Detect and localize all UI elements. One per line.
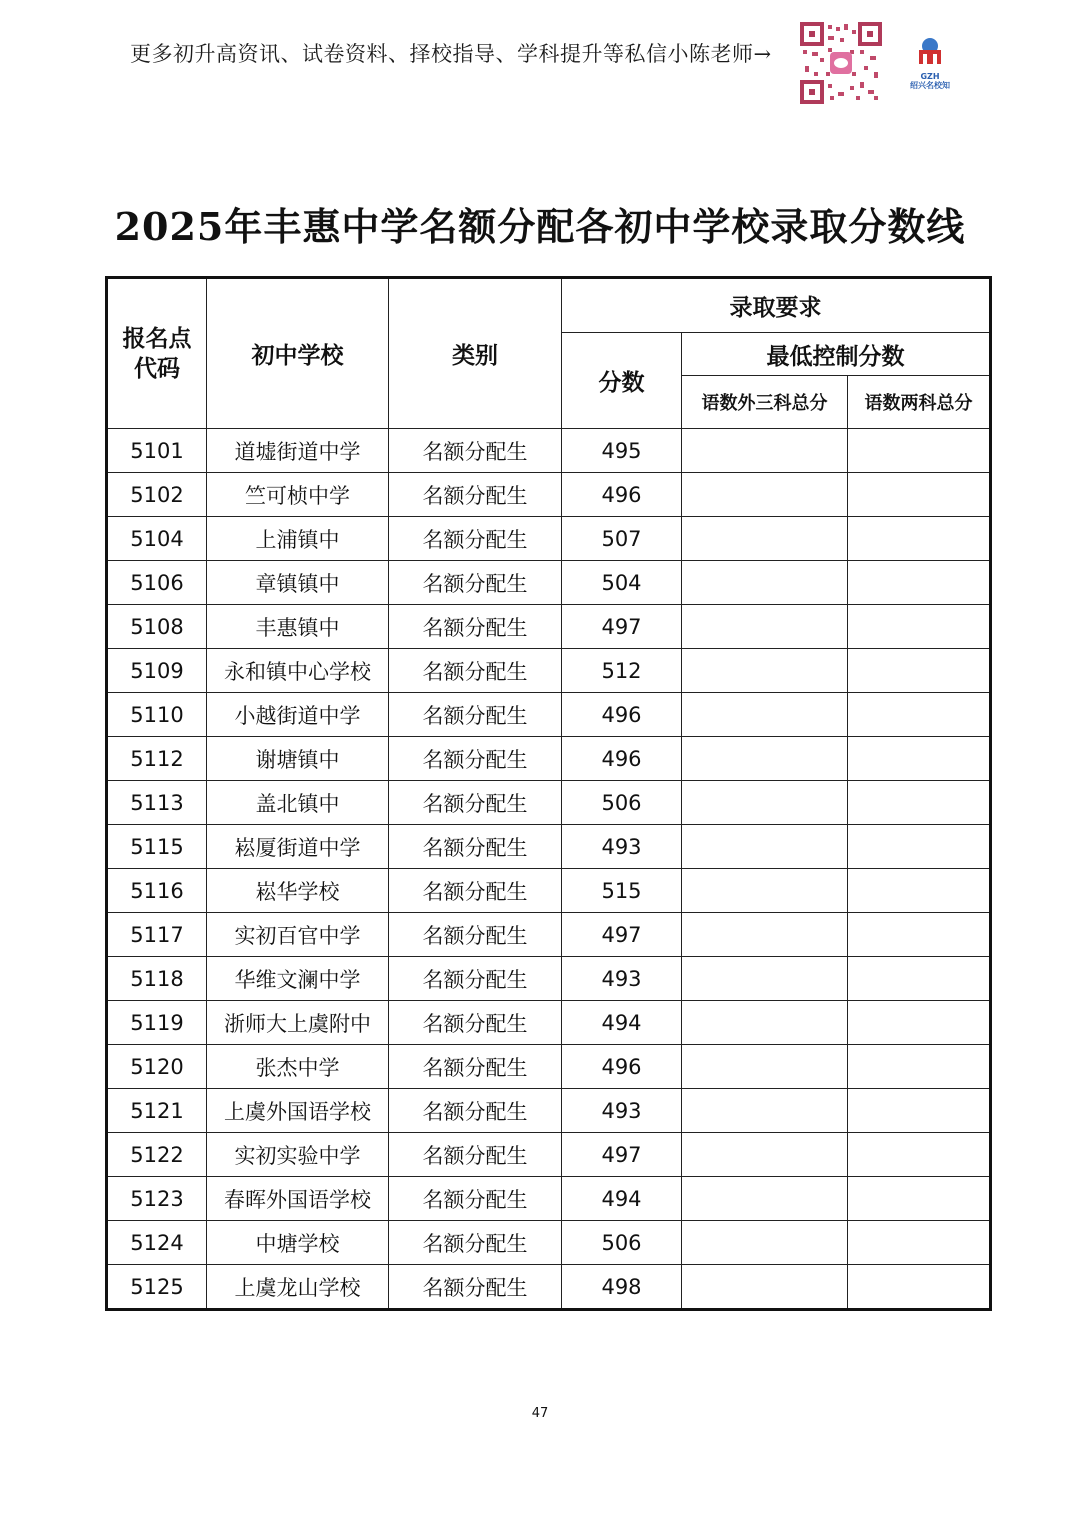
cell-three-subjects	[682, 869, 848, 913]
cell-three-subjects	[682, 693, 848, 737]
cell-school: 浙师大上虞附中	[207, 1001, 389, 1045]
brand-logo	[908, 36, 952, 96]
cell-category: 名额分配生	[389, 1001, 562, 1045]
table-row	[107, 1265, 991, 1310]
table-row	[107, 605, 991, 649]
cell-school: 华维文澜中学	[207, 957, 389, 1001]
cell-two-subjects	[848, 1133, 991, 1177]
cell-score: 495	[562, 429, 682, 473]
table-row	[107, 869, 991, 913]
cell-category: 名额分配生	[389, 1221, 562, 1265]
table-row	[107, 825, 991, 869]
logo-code: GZH	[920, 72, 940, 81]
cell-category: 名额分配生	[389, 561, 562, 605]
table-row	[107, 957, 991, 1001]
cell-code: 5109	[107, 649, 207, 693]
cell-category: 名额分配生	[389, 649, 562, 693]
cell-category: 名额分配生	[389, 473, 562, 517]
cell-school: 丰惠镇中	[207, 605, 389, 649]
cell-three-subjects	[682, 1045, 848, 1089]
header-note: 更多初升高资讯、试卷资料、择校指导、学科提升等私信小陈老师→	[130, 42, 772, 66]
cell-three-subjects	[682, 561, 848, 605]
cell-three-subjects	[682, 1177, 848, 1221]
table-row	[107, 649, 991, 693]
header-requirements: 录取要求	[562, 278, 991, 333]
cell-two-subjects	[848, 1177, 991, 1221]
cell-category: 名额分配生	[389, 1177, 562, 1221]
cell-school: 崧厦街道中学	[207, 825, 389, 869]
cell-three-subjects	[682, 649, 848, 693]
cell-score: 494	[562, 1001, 682, 1045]
cell-school: 永和镇中心学校	[207, 649, 389, 693]
cell-three-subjects	[682, 825, 848, 869]
cell-school: 道墟街道中学	[207, 429, 389, 473]
page-number: 47	[531, 1406, 549, 1421]
cell-score: 493	[562, 825, 682, 869]
table-row	[107, 1001, 991, 1045]
cell-code: 5102	[107, 473, 207, 517]
cell-three-subjects	[682, 957, 848, 1001]
table-row	[107, 1089, 991, 1133]
cell-three-subjects	[682, 737, 848, 781]
cell-two-subjects	[848, 693, 991, 737]
cell-three-subjects	[682, 1265, 848, 1310]
cell-two-subjects	[848, 957, 991, 1001]
cell-score: 493	[562, 1089, 682, 1133]
cell-category: 名额分配生	[389, 693, 562, 737]
cell-category: 名额分配生	[389, 429, 562, 473]
cell-score: 496	[562, 737, 682, 781]
cell-three-subjects	[682, 781, 848, 825]
cell-school: 实初实验中学	[207, 1133, 389, 1177]
cell-score: 504	[562, 561, 682, 605]
qr-code-icon	[800, 22, 882, 104]
cell-school: 中塘学校	[207, 1221, 389, 1265]
cell-code: 5118	[107, 957, 207, 1001]
cell-code: 5110	[107, 693, 207, 737]
header-three-subjects: 语数外三科总分	[682, 376, 848, 429]
cell-two-subjects	[848, 1001, 991, 1045]
cell-code: 5108	[107, 605, 207, 649]
cell-two-subjects	[848, 429, 991, 473]
cell-three-subjects	[682, 605, 848, 649]
cell-category: 名额分配生	[389, 1265, 562, 1310]
cell-category: 名额分配生	[389, 1045, 562, 1089]
cell-school: 章镇镇中	[207, 561, 389, 605]
cell-two-subjects	[848, 737, 991, 781]
table-row	[107, 1177, 991, 1221]
cell-code: 5125	[107, 1265, 207, 1310]
cell-code: 5116	[107, 869, 207, 913]
cell-category: 名额分配生	[389, 605, 562, 649]
cell-category: 名额分配生	[389, 1133, 562, 1177]
cell-two-subjects	[848, 605, 991, 649]
cell-category: 名额分配生	[389, 781, 562, 825]
cell-two-subjects	[848, 517, 991, 561]
cell-score: 496	[562, 1045, 682, 1089]
cell-school: 小越街道中学	[207, 693, 389, 737]
cell-category: 名额分配生	[389, 825, 562, 869]
cell-two-subjects	[848, 1089, 991, 1133]
cell-score: 507	[562, 517, 682, 561]
table-row	[107, 781, 991, 825]
cell-score: 515	[562, 869, 682, 913]
cell-school: 上虞龙山学校	[207, 1265, 389, 1310]
cell-category: 名额分配生	[389, 737, 562, 781]
cell-code: 5122	[107, 1133, 207, 1177]
cell-code: 5112	[107, 737, 207, 781]
header-score: 分数	[562, 333, 682, 429]
cell-two-subjects	[848, 473, 991, 517]
cell-score: 497	[562, 913, 682, 957]
cell-two-subjects	[848, 1265, 991, 1310]
table-row	[107, 1221, 991, 1265]
cell-score: 498	[562, 1265, 682, 1310]
cell-code: 5115	[107, 825, 207, 869]
cell-three-subjects	[682, 1221, 848, 1265]
cell-two-subjects	[848, 1045, 991, 1089]
cell-two-subjects	[848, 781, 991, 825]
cell-code: 5113	[107, 781, 207, 825]
table-row	[107, 517, 991, 561]
cell-three-subjects	[682, 913, 848, 957]
cell-two-subjects	[848, 825, 991, 869]
cell-three-subjects	[682, 517, 848, 561]
header-two-subjects: 语数两科总分	[848, 376, 991, 429]
cell-school: 张杰中学	[207, 1045, 389, 1089]
table-row	[107, 913, 991, 957]
cell-school: 谢塘镇中	[207, 737, 389, 781]
cell-category: 名额分配生	[389, 913, 562, 957]
cell-category: 名额分配生	[389, 957, 562, 1001]
header-category: 类别	[389, 278, 562, 429]
cell-category: 名额分配生	[389, 1089, 562, 1133]
page-title: 2025年丰惠中学名额分配各初中学校录取分数线	[114, 204, 966, 249]
cell-score: 497	[562, 605, 682, 649]
cell-code: 5121	[107, 1089, 207, 1133]
cell-two-subjects	[848, 1221, 991, 1265]
table-row	[107, 737, 991, 781]
cell-school: 上浦镇中	[207, 517, 389, 561]
cell-code: 5119	[107, 1001, 207, 1045]
cell-school: 上虞外国语学校	[207, 1089, 389, 1133]
cell-school: 竺可桢中学	[207, 473, 389, 517]
cell-category: 名额分配生	[389, 869, 562, 913]
cell-score: 512	[562, 649, 682, 693]
cell-three-subjects	[682, 1001, 848, 1045]
cell-code: 5117	[107, 913, 207, 957]
header-code: 报名点代码	[107, 278, 207, 429]
cell-three-subjects	[682, 429, 848, 473]
table-row	[107, 473, 991, 517]
logo-name: 绍兴名校知	[910, 81, 950, 90]
cell-score: 494	[562, 1177, 682, 1221]
cell-score: 506	[562, 1221, 682, 1265]
header-min-control: 最低控制分数	[682, 333, 991, 376]
cell-score: 496	[562, 473, 682, 517]
cell-two-subjects	[848, 869, 991, 913]
cell-two-subjects	[848, 561, 991, 605]
cell-school: 春晖外国语学校	[207, 1177, 389, 1221]
table-row	[107, 693, 991, 737]
cell-score: 506	[562, 781, 682, 825]
cell-code: 5124	[107, 1221, 207, 1265]
cell-code: 5104	[107, 517, 207, 561]
cell-school: 盖北镇中	[207, 781, 389, 825]
cell-school: 崧华学校	[207, 869, 389, 913]
cell-two-subjects	[848, 649, 991, 693]
table-row	[107, 1045, 991, 1089]
cell-code: 5120	[107, 1045, 207, 1089]
cell-three-subjects	[682, 473, 848, 517]
cell-category: 名额分配生	[389, 517, 562, 561]
cell-code: 5106	[107, 561, 207, 605]
cell-school: 实初百官中学	[207, 913, 389, 957]
score-table	[105, 276, 992, 1311]
table-row	[107, 429, 991, 473]
table-row	[107, 1133, 991, 1177]
cell-score: 496	[562, 693, 682, 737]
cell-three-subjects	[682, 1089, 848, 1133]
header-school: 初中学校	[207, 278, 389, 429]
cell-three-subjects	[682, 1133, 848, 1177]
cell-code: 5123	[107, 1177, 207, 1221]
cell-two-subjects	[848, 913, 991, 957]
table-row	[107, 561, 991, 605]
school-building-icon	[913, 36, 947, 68]
cell-score: 493	[562, 957, 682, 1001]
cell-score: 497	[562, 1133, 682, 1177]
cell-code: 5101	[107, 429, 207, 473]
